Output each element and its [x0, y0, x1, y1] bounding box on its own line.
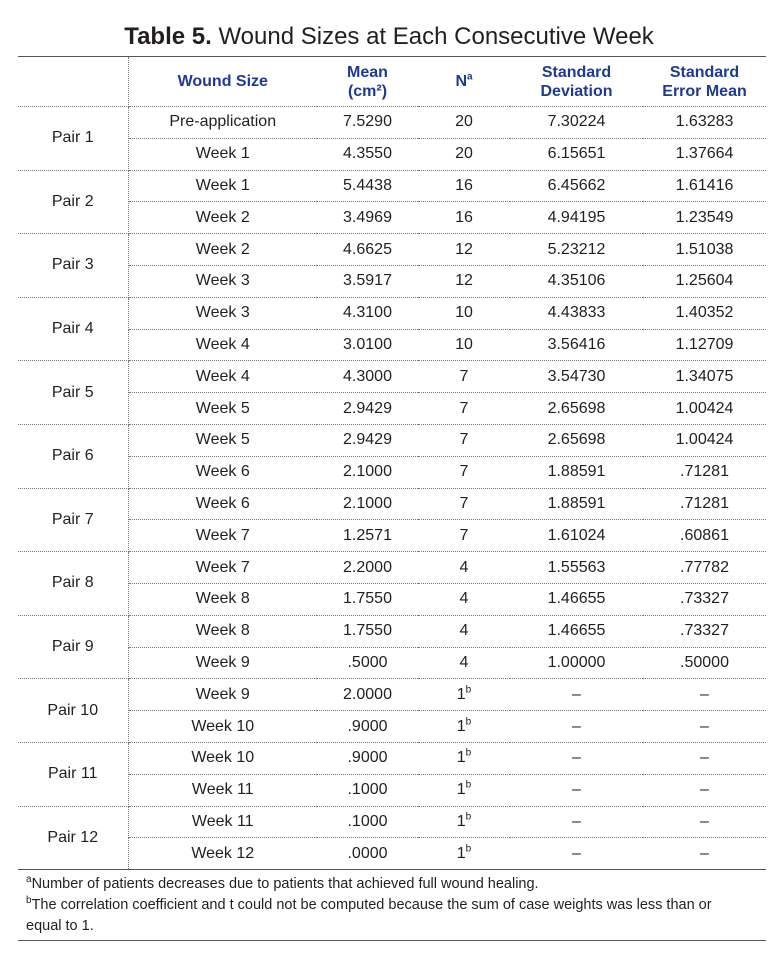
- standard-error-mean-cell: 1.37664: [643, 138, 766, 170]
- standard-error-mean-cell: –: [643, 742, 766, 774]
- mean-cell: 4.3100: [317, 297, 418, 329]
- mean-cell: 1.7550: [317, 615, 418, 647]
- wound-size-cell: Week 9: [128, 647, 317, 679]
- n-cell: 7: [418, 488, 510, 520]
- mean-cell: 2.1000: [317, 456, 418, 488]
- standard-error-mean-cell: 1.61416: [643, 170, 766, 202]
- mean-cell: 2.9429: [317, 424, 418, 456]
- pair-label: Pair 2: [18, 170, 128, 234]
- standard-error-mean-cell: –: [643, 774, 766, 806]
- n-cell: 4: [418, 583, 510, 615]
- n-footnote-mark: b: [465, 811, 472, 823]
- mean-cell: 3.5917: [317, 265, 418, 297]
- table-row: [18, 265, 766, 297]
- n-cell: 16: [418, 202, 510, 234]
- wound-size-cell: Week 1: [128, 170, 317, 202]
- n-cell: 16: [418, 170, 510, 202]
- wound-size-cell: Week 10: [128, 742, 317, 774]
- table-row: [18, 107, 766, 139]
- n-cell: 10: [418, 297, 510, 329]
- standard-error-mean-cell: .77782: [643, 552, 766, 584]
- n-cell: 1$^b$: [418, 742, 510, 774]
- header-mean: Mean (cm²): [317, 57, 418, 107]
- standard-error-mean-cell: .71281: [643, 488, 766, 520]
- pair-label: Pair 9: [18, 615, 128, 679]
- n-cell: 4: [418, 552, 510, 584]
- table-row: [18, 170, 766, 202]
- footnote-a: $^a$Number of patients decreases due to patients that achieved full wound healing.: [26, 874, 539, 892]
- table-row: [18, 520, 766, 552]
- standard-deviation-cell: 3.56416: [510, 329, 643, 361]
- n-cell: 7: [418, 520, 510, 552]
- standard-deviation-cell: 4.35106: [510, 265, 643, 297]
- table-number: Table 5.: [124, 23, 212, 50]
- wound-size-cell: Week 6: [128, 456, 317, 488]
- standard-error-mean-cell: 1.51038: [643, 234, 766, 266]
- standard-deviation-cell: 1.46655: [510, 615, 643, 647]
- n-cell: 7: [418, 361, 510, 393]
- standard-deviation-cell: 7.30224: [510, 107, 643, 139]
- n-cell: 12: [418, 234, 510, 266]
- wound-size-cell: Week 2: [128, 202, 317, 234]
- wound-size-cell: Week 7: [128, 552, 317, 584]
- standard-error-mean-cell: –: [643, 679, 766, 711]
- bottom-divider: [18, 940, 766, 941]
- standard-error-mean-cell: 1.34075: [643, 361, 766, 393]
- table-row: [18, 202, 766, 234]
- n-cell: 20: [418, 138, 510, 170]
- standard-deviation-cell: 6.45662: [510, 170, 643, 202]
- wound-size-table: [18, 57, 766, 870]
- n-footnote-mark: b: [465, 716, 472, 728]
- standard-deviation-cell: 6.15651: [510, 138, 643, 170]
- mean-cell: 4.3000: [317, 361, 418, 393]
- mean-cell: .9000: [317, 742, 418, 774]
- header-pair-blank: [18, 57, 128, 107]
- table-body: [18, 107, 766, 870]
- mean-cell: 2.2000: [317, 552, 418, 584]
- pair-label: Pair 11: [18, 742, 128, 806]
- mean-cell: .5000: [317, 647, 418, 679]
- header-wound-size: Wound Size: [128, 57, 317, 107]
- standard-error-mean-cell: –: [643, 838, 766, 870]
- mean-cell: 3.4969: [317, 202, 418, 234]
- mean-cell: 1.2571: [317, 520, 418, 552]
- standard-error-mean-cell: 1.23549: [643, 202, 766, 234]
- standard-error-mean-cell: 1.12709: [643, 329, 766, 361]
- standard-deviation-cell: 4.94195: [510, 202, 643, 234]
- mean-cell: .1000: [317, 806, 418, 838]
- mean-cell: 2.9429: [317, 393, 418, 425]
- n-cell: 1$^b$: [418, 838, 510, 870]
- table-row: [18, 774, 766, 806]
- table-row: [18, 615, 766, 647]
- wound-size-cell: Week 10: [128, 711, 317, 743]
- standard-deviation-cell: 2.65698: [510, 393, 643, 425]
- standard-error-mean-cell: –: [643, 711, 766, 743]
- n-cell: 10: [418, 329, 510, 361]
- standard-deviation-cell: –: [510, 742, 643, 774]
- mean-cell: 7.5290: [317, 107, 418, 139]
- wound-size-cell: Week 5: [128, 393, 317, 425]
- wound-size-cell: Week 5: [128, 424, 317, 456]
- wound-size-cell: Week 7: [128, 520, 317, 552]
- n-cell: 1$^b$: [418, 774, 510, 806]
- mean-cell: 4.6625: [317, 234, 418, 266]
- pair-label: Pair 6: [18, 424, 128, 488]
- standard-deviation-cell: 1.00000: [510, 647, 643, 679]
- n-cell: 1$^b$: [418, 679, 510, 711]
- wound-size-cell: Week 11: [128, 806, 317, 838]
- table-row: [18, 647, 766, 679]
- standard-deviation-cell: –: [510, 838, 643, 870]
- standard-deviation-cell: 3.54730: [510, 361, 643, 393]
- table-title: [0, 22, 778, 52]
- standard-deviation-cell: –: [510, 806, 643, 838]
- wound-size-cell: Week 8: [128, 615, 317, 647]
- wound-size-cell: Week 4: [128, 361, 317, 393]
- table-row: [18, 138, 766, 170]
- pair-label: Pair 1: [18, 107, 128, 171]
- standard-deviation-cell: 4.43833: [510, 297, 643, 329]
- standard-deviation-cell: –: [510, 774, 643, 806]
- n-cell: 4: [418, 647, 510, 679]
- table-row: [18, 583, 766, 615]
- n-footnote-mark: b: [465, 748, 472, 759]
- standard-error-mean-cell: .73327: [643, 583, 766, 615]
- mean-cell: .1000: [317, 774, 418, 806]
- mean-cell: 3.0100: [317, 329, 418, 361]
- standard-deviation-cell: 1.46655: [510, 583, 643, 615]
- mean-cell: 2.1000: [317, 488, 418, 520]
- standard-error-mean-cell: 1.00424: [643, 393, 766, 425]
- n-footnote-mark: b: [465, 684, 472, 696]
- n-cell: 4: [418, 615, 510, 647]
- standard-deviation-cell: –: [510, 711, 643, 743]
- table-row: [18, 488, 766, 520]
- standard-error-mean-cell: 1.00424: [643, 424, 766, 456]
- wound-size-cell: Week 1: [128, 138, 317, 170]
- table-row: [18, 234, 766, 266]
- standard-deviation-cell: 1.55563: [510, 552, 643, 584]
- standard-deviation-cell: 1.88591: [510, 456, 643, 488]
- table-row: [18, 711, 766, 743]
- standard-deviation-cell: 2.65698: [510, 424, 643, 456]
- table-row: [18, 552, 766, 584]
- n-cell: 1$^b$: [418, 806, 510, 838]
- wound-size-cell: Week 2: [128, 234, 317, 266]
- standard-error-mean-cell: .71281: [643, 456, 766, 488]
- wound-size-cell: Week 6: [128, 488, 317, 520]
- header-n: $N^a$: [418, 57, 510, 107]
- n-cell: 7: [418, 393, 510, 425]
- table-footnotes: [26, 874, 746, 937]
- wound-size-cell: Week 11: [128, 774, 317, 806]
- table-row: [18, 838, 766, 870]
- table-row: [18, 742, 766, 774]
- standard-error-mean-cell: 1.40352: [643, 297, 766, 329]
- wound-size-cell: Week 3: [128, 265, 317, 297]
- n-cell: 20: [418, 107, 510, 139]
- standard-error-mean-cell: .60861: [643, 520, 766, 552]
- n-footnote-mark: b: [465, 779, 472, 791]
- n-cell: 7: [418, 456, 510, 488]
- wound-size-cell: Week 12: [128, 838, 317, 870]
- wound-size-cell: Week 9: [128, 679, 317, 711]
- standard-deviation-cell: 1.61024: [510, 520, 643, 552]
- table-row: [18, 806, 766, 838]
- mean-cell: 2.0000: [317, 679, 418, 711]
- footnote-b: $^b$The correlation coefficient and t could not be computed because the sum of case weights was less than or equal to 1.: [26, 895, 712, 934]
- table-row: [18, 424, 766, 456]
- n-cell: 7: [418, 424, 510, 456]
- pair-label: Pair 5: [18, 361, 128, 425]
- standard-error-mean-cell: .50000: [643, 647, 766, 679]
- n-cell: 1$^b$: [418, 711, 510, 743]
- n-cell: 12: [418, 265, 510, 297]
- table-row: [18, 329, 766, 361]
- wound-size-cell: Week 3: [128, 297, 317, 329]
- pair-label: Pair 7: [18, 488, 128, 552]
- standard-error-mean-cell: .73327: [643, 615, 766, 647]
- header-row: [18, 57, 766, 107]
- wound-size-cell: Week 4: [128, 329, 317, 361]
- standard-error-mean-cell: 1.63283: [643, 107, 766, 139]
- standard-deviation-cell: –: [510, 679, 643, 711]
- pair-label: Pair 10: [18, 679, 128, 743]
- table-row: [18, 361, 766, 393]
- pair-label: Pair 8: [18, 552, 128, 616]
- wound-size-cell: Week 8: [128, 583, 317, 615]
- header-standard-error-mean: Standard Error Mean: [643, 57, 766, 107]
- header-standard-deviation: Standard Deviation: [510, 57, 643, 107]
- pair-label: Pair 12: [18, 806, 128, 870]
- standard-deviation-cell: 1.88591: [510, 488, 643, 520]
- standard-error-mean-cell: 1.25604: [643, 265, 766, 297]
- mean-cell: 5.4438: [317, 170, 418, 202]
- pair-label: Pair 3: [18, 234, 128, 298]
- table-row: [18, 393, 766, 425]
- mean-cell: .9000: [317, 711, 418, 743]
- table-row: [18, 456, 766, 488]
- pair-label: Pair 4: [18, 297, 128, 361]
- mean-cell: 4.3550: [317, 138, 418, 170]
- standard-deviation-cell: 5.23212: [510, 234, 643, 266]
- mean-cell: 1.7550: [317, 583, 418, 615]
- table-row: [18, 679, 766, 711]
- mean-cell: .0000: [317, 838, 418, 870]
- table-title-text: Wound Sizes at Each Consecutive Week: [218, 23, 654, 50]
- wound-size-cell: Pre-application: [128, 107, 317, 139]
- table-row: [18, 297, 766, 329]
- standard-error-mean-cell: –: [643, 806, 766, 838]
- n-footnote-mark: b: [465, 843, 472, 855]
